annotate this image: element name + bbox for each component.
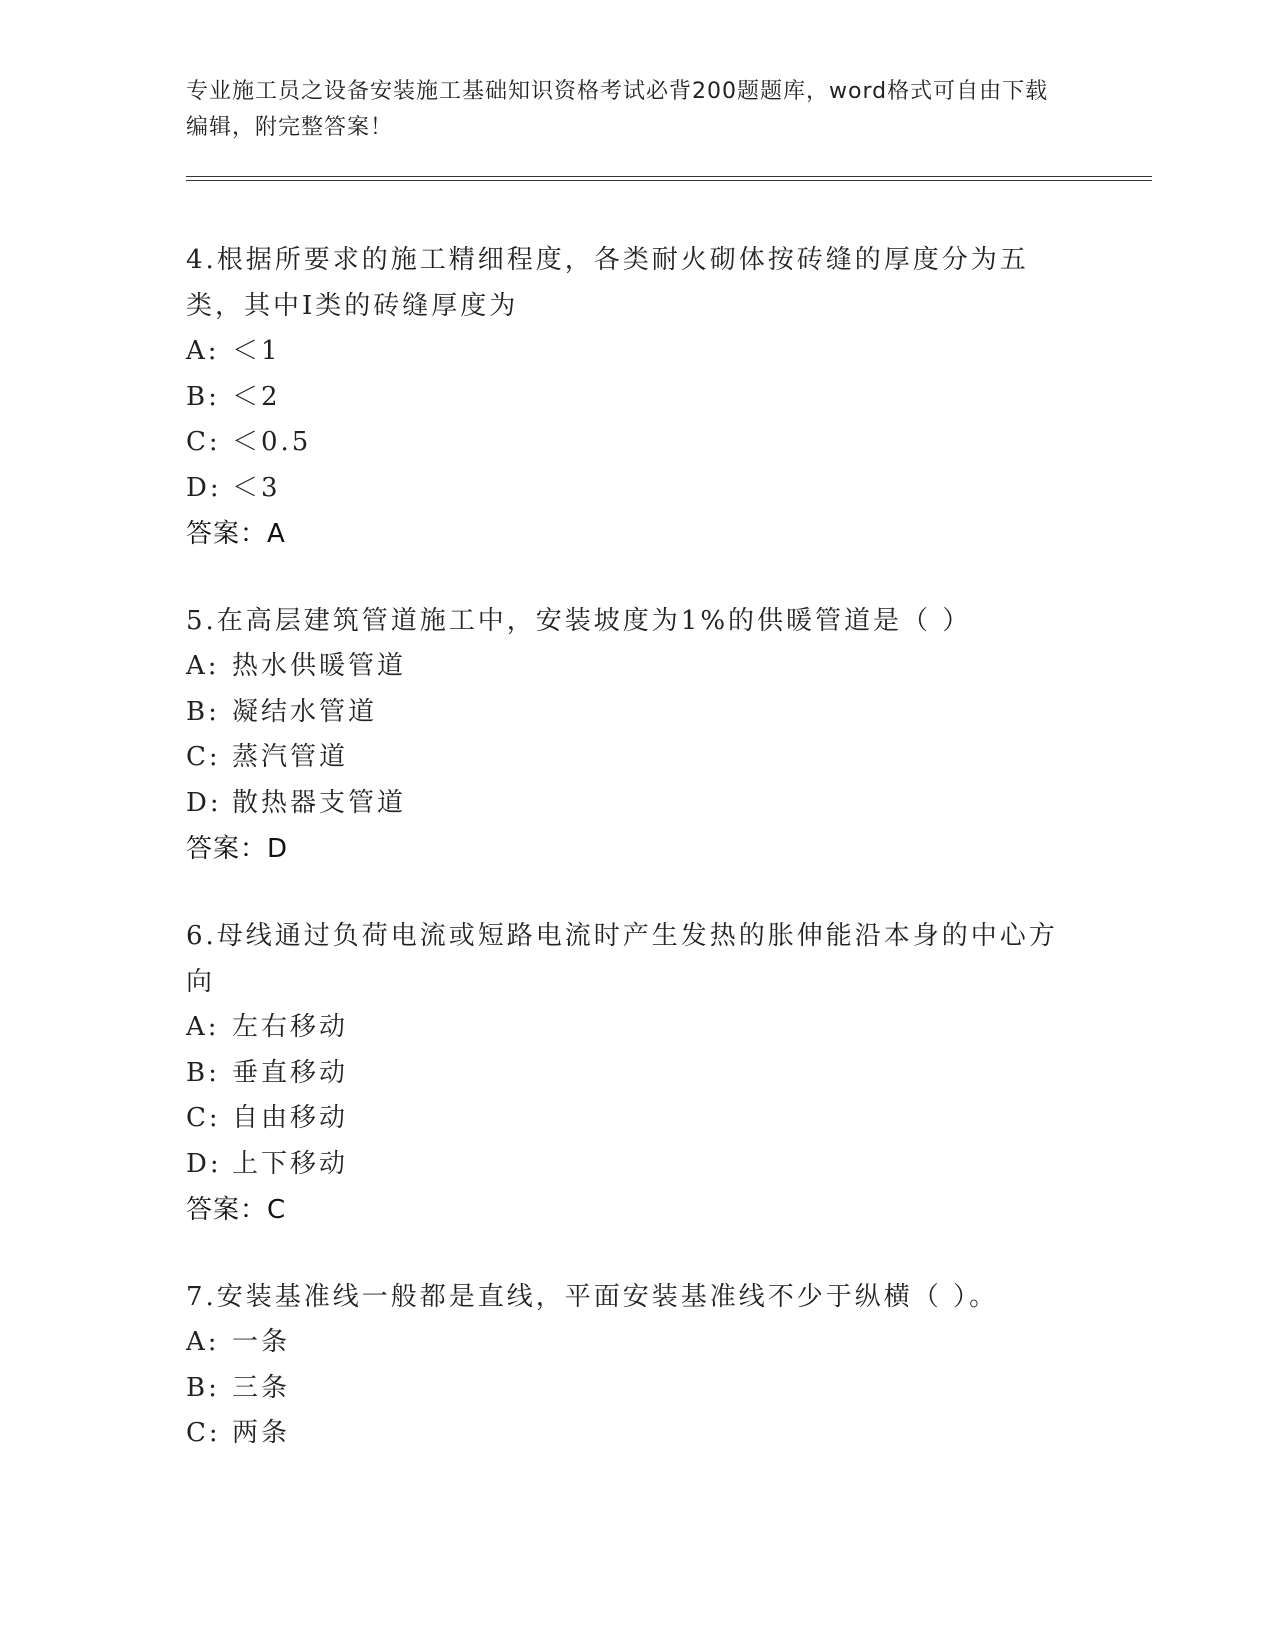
option-b — [186, 690, 1066, 736]
option-text: 左右移动 — [232, 1012, 349, 1042]
question-stem: 5.在高层建筑管道施工中，安装坡度为1%的供暖管道是（ ） — [186, 606, 972, 636]
option-text: 一条 — [232, 1327, 291, 1357]
question-item — [186, 1274, 1066, 1457]
answer-line: 答案：D — [186, 834, 289, 864]
option-text: 热水供暖管道 — [232, 651, 407, 681]
option-text: 自由移动 — [232, 1103, 349, 1133]
option-key: D: — [186, 472, 222, 503]
option-text: 凝结水管道 — [232, 696, 378, 727]
option-c — [186, 420, 1066, 466]
question-item — [186, 913, 1066, 1233]
question-list — [186, 237, 1066, 1498]
option-text: 散热器支管道 — [232, 787, 407, 818]
option-key: A: — [186, 1012, 220, 1042]
option-key: B: — [186, 381, 220, 412]
option-key: A: — [186, 651, 220, 681]
option-key: C: — [186, 427, 221, 457]
option-key: A: — [186, 336, 220, 366]
option-text: 上下移动 — [232, 1148, 349, 1179]
option-a — [186, 1320, 1066, 1366]
question-stem: 6.母线通过负荷电流或短路电流时产生发热的胀伸能沿本身的中心方向 — [186, 921, 1058, 997]
option-text: 蒸汽管道 — [232, 742, 349, 772]
option-d — [186, 1142, 1066, 1188]
option-key: B: — [186, 1372, 220, 1403]
option-text: ＜0.5 — [232, 427, 312, 457]
answer-line: 答案：C — [186, 1195, 287, 1225]
option-key: D: — [186, 1148, 222, 1179]
option-key: A: — [186, 1327, 220, 1357]
option-a — [186, 329, 1066, 375]
question-stem: 7.安装基准线一般都是直线，平面安装基准线不少于纵横（ ）。 — [186, 1282, 999, 1312]
option-d — [186, 466, 1066, 512]
document-title: 专业施工员之设备安装施工基础知识资格考试必背200题题库，word格式可自由下载编辑，附完整答案！ — [186, 79, 1049, 140]
option-d — [186, 781, 1066, 827]
page-header — [186, 74, 1066, 146]
header-divider — [186, 176, 1152, 181]
answer-line: 答案：A — [186, 519, 286, 549]
option-key: C: — [186, 1418, 221, 1448]
option-c — [186, 735, 1066, 781]
question-item — [186, 237, 1066, 557]
option-b — [186, 375, 1066, 421]
option-text: ＜2 — [232, 381, 281, 412]
option-a — [186, 1005, 1066, 1051]
option-text: 垂直移动 — [232, 1057, 349, 1088]
option-key: B: — [186, 696, 220, 727]
option-a — [186, 644, 1066, 690]
question-item — [186, 598, 1066, 872]
question-stem: 4.根据所要求的施工精细程度，各类耐火砌体按砖缝的厚度分为五类，其中Ⅰ类的砖缝厚度为 — [186, 245, 1029, 321]
option-text: 三条 — [232, 1372, 291, 1403]
option-key: C: — [186, 742, 221, 772]
option-text: 两条 — [232, 1418, 291, 1448]
option-key: D: — [186, 787, 222, 818]
option-key: B: — [186, 1057, 220, 1088]
option-text: ＜1 — [232, 336, 281, 366]
option-b — [186, 1051, 1066, 1097]
option-c — [186, 1411, 1066, 1457]
option-c — [186, 1096, 1066, 1142]
option-text: ＜3 — [232, 472, 281, 503]
option-key: C: — [186, 1103, 221, 1133]
option-b — [186, 1366, 1066, 1412]
